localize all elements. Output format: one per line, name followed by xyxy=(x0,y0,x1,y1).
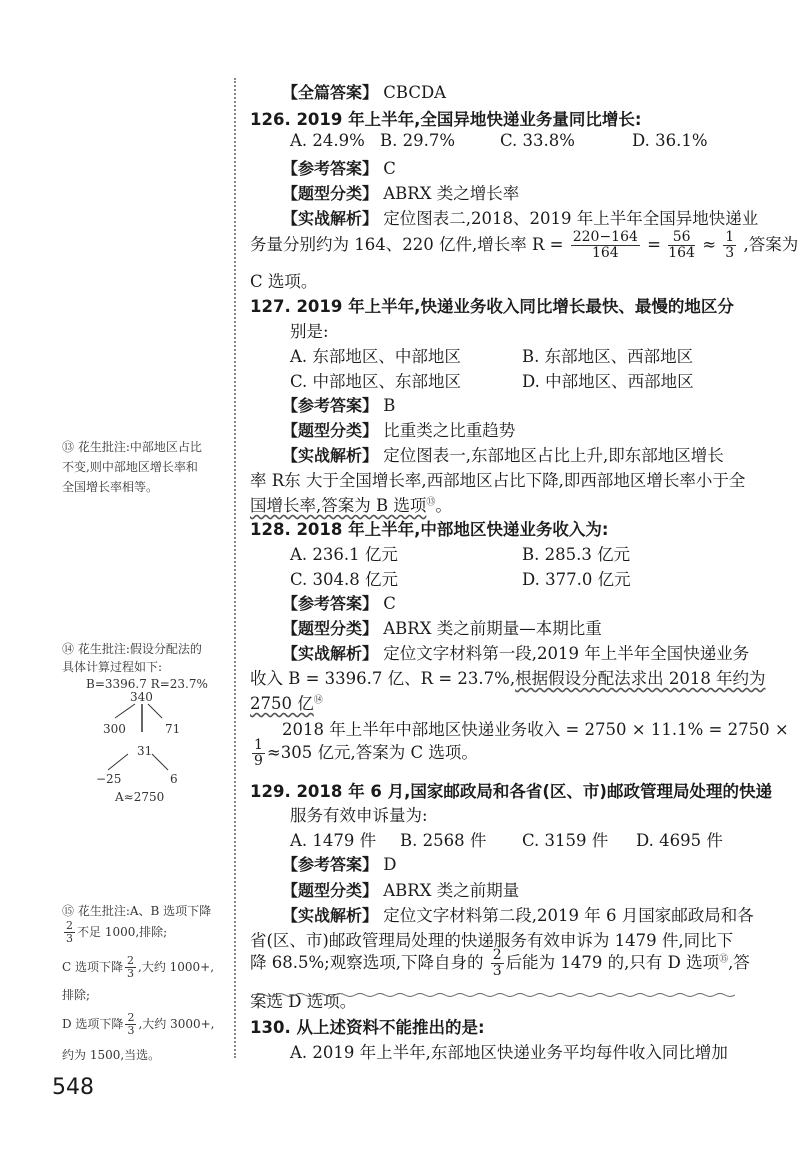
analysis-text: 收入 B = 3396.7 亿、R = 23.7%, xyxy=(250,669,516,688)
side-note-14-line-1: ⑭ 花生批注:假设分配法的 xyxy=(62,642,202,656)
fraction-numerator: 220−164 xyxy=(572,229,638,245)
answer-value: C xyxy=(383,159,396,178)
q128-option-d: D. 377.0 亿元 xyxy=(522,570,631,589)
approx-sign: ≈ xyxy=(702,235,717,254)
q130-stem: 130. 从上述资料不能推出的是: xyxy=(250,1018,485,1037)
q129-analysis-1 xyxy=(282,902,754,926)
q129-analysis-3 xyxy=(250,948,750,979)
type-label: 【题型分类】 xyxy=(282,184,379,203)
analysis-text: 定位文字材料第一段,2019 年上半年全国快递业务 xyxy=(383,644,750,663)
q127-analysis-2: 率 R东 大于全国增长率,西部地区占比下降,即西部地区增长率小于全 xyxy=(250,471,746,490)
fraction-denominator: 3 xyxy=(725,245,735,261)
answer-label: 【参考答案】 xyxy=(282,159,379,178)
answer-value: C xyxy=(383,594,396,613)
q126-analysis-3: C 选项。 xyxy=(250,272,318,291)
tree-node-340: 340 xyxy=(130,690,153,704)
full-answer xyxy=(282,80,446,103)
fraction-numerator: 2 xyxy=(66,919,73,932)
analysis-label: 【实战解析】 xyxy=(282,644,379,663)
analysis-text: 定位图表二,2018、2019 年上半年全国异地快递业 xyxy=(383,209,759,228)
side-note-15-line-4: 排除; xyxy=(62,988,91,1002)
fraction xyxy=(491,948,504,979)
full-answer-label: 【全篇答案】 xyxy=(282,83,379,102)
analysis-text: ,答 xyxy=(728,953,750,972)
fraction xyxy=(668,230,695,261)
q129-answer xyxy=(282,852,397,875)
fraction-denominator: 3 xyxy=(127,1024,135,1037)
q126-option-b: B. 29.7% xyxy=(380,131,456,150)
q127-analysis-1 xyxy=(282,442,724,466)
fraction-numerator: 1 xyxy=(725,229,735,245)
fraction-denominator: 164 xyxy=(668,245,695,261)
tree-branch xyxy=(148,704,162,718)
allocation-tree-diagram xyxy=(60,690,210,800)
q126-analysis-1 xyxy=(282,205,758,229)
type-label: 【题型分类】 xyxy=(282,421,379,440)
q130-option-a: A. 2019 年上半年,东部地区快递业务平均每件收入同比增加 xyxy=(290,1043,728,1062)
type-value: ABRX 类之前期量—本期比重 xyxy=(383,619,602,638)
tree-branch xyxy=(152,754,168,770)
side-note-13-line-2: 不变,则中部地区增长率和 xyxy=(62,460,198,474)
analysis-text: 。 xyxy=(435,496,452,515)
tree-result: A≈2750 xyxy=(115,790,165,804)
fraction-denominator: 3 xyxy=(492,963,502,979)
q128-option-a: A. 236.1 亿元 xyxy=(290,545,398,564)
q129-analysis-2: 省(区、市)邮政管理局处理的快递服务有效申诉为 1479 件,同比下 xyxy=(250,931,734,950)
q128-analysis-5 xyxy=(250,738,478,769)
analysis-text: ≈305 亿元,答案为 C 选项。 xyxy=(266,743,478,762)
q127-answer xyxy=(282,393,395,416)
type-label: 【题型分类】 xyxy=(282,881,379,900)
analysis-text: 根据假设分配法求出 2018 年约为 xyxy=(515,669,766,688)
fraction-numerator: 2 xyxy=(492,947,502,963)
q129-option-c: C. 3159 件 xyxy=(522,831,609,850)
type-value: 比重类之比重趋势 xyxy=(383,421,516,440)
tree-branch xyxy=(115,704,135,718)
side-note-15-line-2 xyxy=(62,920,167,945)
fraction-numerator: 2 xyxy=(127,954,134,967)
footnote-ref: ⑭ xyxy=(313,695,323,706)
analysis-label: 【实战解析】 xyxy=(282,446,379,465)
side-note-13-line-3: 全国增长率相等。 xyxy=(62,480,159,494)
side-note-15-line-3 xyxy=(62,955,214,980)
side-note-15-line-5 xyxy=(62,1012,214,1037)
tree-node-6: 6 xyxy=(170,772,178,786)
analysis-text: 国增长率,答案为 B 选项 xyxy=(250,496,427,515)
q129-stem-2: 服务有效申诉量为: xyxy=(290,806,428,825)
analysis-text: 务量分别约为 164、220 亿件,增长率 R = xyxy=(250,235,564,254)
q126-stem: 126. 2019 年上半年,全国异地快递业务量同比增长: xyxy=(250,110,642,129)
side-note-text: D 选项下降 xyxy=(62,1017,124,1031)
q129-option-b: B. 2568 件 xyxy=(400,831,487,850)
side-note-text: ,大约 1000+, xyxy=(138,960,215,974)
full-answer-value: CBCDA xyxy=(383,83,447,102)
fraction-denominator: 164 xyxy=(591,245,619,261)
side-note-15-line-6: 约为 1500,当选。 xyxy=(62,1048,161,1062)
tree-node-300: 300 xyxy=(103,722,126,736)
fraction xyxy=(252,738,265,769)
type-label: 【题型分类】 xyxy=(282,619,379,638)
fraction-denominator: 9 xyxy=(254,753,263,769)
footnote-ref: ⑮ xyxy=(719,954,729,965)
side-note-13-line-1: ⑬ 花生批注:中部地区占比 xyxy=(62,440,202,454)
q127-stem-2: 别是: xyxy=(290,322,329,341)
q129-option-a: A. 1479 件 xyxy=(290,831,377,850)
q128-option-b: B. 285.3 亿元 xyxy=(522,545,631,564)
q127-option-c: C. 中部地区、东部地区 xyxy=(290,372,462,391)
side-note-text: ,大约 3000+, xyxy=(138,1017,215,1031)
q129-type xyxy=(282,877,519,901)
q128-stem: 128. 2018 年上半年,中部地区快递业务收入为: xyxy=(250,520,609,539)
q126-type xyxy=(282,180,519,204)
answer-value: D xyxy=(383,855,397,874)
tree-node-31: 31 xyxy=(137,744,153,758)
fraction-denominator: 3 xyxy=(66,932,73,945)
side-note-text: 不足 1000,排除; xyxy=(77,925,168,939)
analysis-text: 后能为 1479 的,只有 D 选项 xyxy=(505,953,720,972)
answer-label: 【参考答案】 xyxy=(282,594,379,613)
side-note-text: C 选项下降 xyxy=(62,960,123,974)
fraction xyxy=(571,230,640,261)
answer-label: 【参考答案】 xyxy=(282,855,379,874)
q127-option-a: A. 东部地区、中部地区 xyxy=(290,347,461,366)
analysis-label: 【实战解析】 xyxy=(282,906,379,925)
q127-analysis-3 xyxy=(250,492,452,516)
q127-stem-1: 127. 2019 年上半年,快递业务收入同比增长最快、最慢的地区分 xyxy=(250,297,734,316)
fraction xyxy=(723,230,736,261)
q128-analysis-2 xyxy=(250,665,766,689)
analysis-text: 定位图表一,东部地区占比上升,即东部地区增长 xyxy=(383,446,724,465)
q128-analysis-3 xyxy=(250,690,323,714)
type-value: ABRX 类之前期量 xyxy=(383,881,520,900)
fraction-denominator: 3 xyxy=(127,967,134,980)
tree-branch xyxy=(108,754,128,770)
q128-analysis-4: 2018 年上半年中部地区快递业务收入 = 2750 × 11.1% = 2750 × xyxy=(282,720,789,739)
q129-option-d: D. 4695 件 xyxy=(636,831,723,850)
q127-option-d: D. 中部地区、西部地区 xyxy=(522,372,694,391)
fraction xyxy=(64,920,75,945)
q127-type xyxy=(282,417,515,441)
q128-analysis-1 xyxy=(282,640,749,664)
fraction xyxy=(125,955,136,980)
answer-label: 【参考答案】 xyxy=(282,396,379,415)
analysis-text: 2750 亿 xyxy=(250,694,314,713)
q126-option-c: C. 33.8% xyxy=(500,131,575,150)
q126-analysis-2 xyxy=(250,230,798,261)
side-note-15-line-1: ⑮ 花生批注:A、B 选项下降 xyxy=(62,904,212,918)
q128-answer xyxy=(282,591,396,614)
fraction-numerator: 56 xyxy=(668,230,695,246)
q126-option-d: D. 36.1% xyxy=(632,131,708,150)
side-note-14-line-3: B=3396.7 R=23.7% xyxy=(86,677,208,691)
q128-type xyxy=(282,615,602,639)
page-number: 548 xyxy=(52,1075,94,1100)
analysis-text: 定位文字材料第二段,2019 年 6 月国家邮政局和各 xyxy=(383,906,754,925)
wavy-underline-svg xyxy=(255,992,735,998)
fraction-numerator: 2 xyxy=(127,1011,135,1024)
wavy-underline xyxy=(255,983,735,989)
q127-option-b: B. 东部地区、西部地区 xyxy=(522,347,694,366)
analysis-text: 降 68.5%;观察选项,下降自身的 xyxy=(250,953,484,972)
q128-option-c: C. 304.8 亿元 xyxy=(290,570,399,589)
footnote-ref: ⑬ xyxy=(426,497,436,508)
q126-option-a: A. 24.9% xyxy=(290,131,365,150)
q126-answer xyxy=(282,156,396,179)
answer-value: B xyxy=(383,396,396,415)
tree-node-71: 71 xyxy=(165,722,181,736)
fraction xyxy=(125,1012,136,1037)
tree-node-minus-25: −25 xyxy=(96,772,122,786)
q129-stem-1: 129. 2018 年 6 月,国家邮政局和各省(区、市)邮政管理局处理的快递 xyxy=(250,782,772,801)
analysis-text: ,答案为 xyxy=(743,235,799,254)
type-value: ABRX 类之增长率 xyxy=(383,184,520,203)
equals-sign: = xyxy=(647,235,661,254)
analysis-label: 【实战解析】 xyxy=(282,209,379,228)
q129-analysis-4: 案选 D 选项。 xyxy=(250,992,357,1011)
fraction-numerator: 1 xyxy=(254,737,263,753)
side-note-14-line-2: 具体计算过程如下: xyxy=(62,660,163,674)
margin-divider xyxy=(234,78,236,1058)
